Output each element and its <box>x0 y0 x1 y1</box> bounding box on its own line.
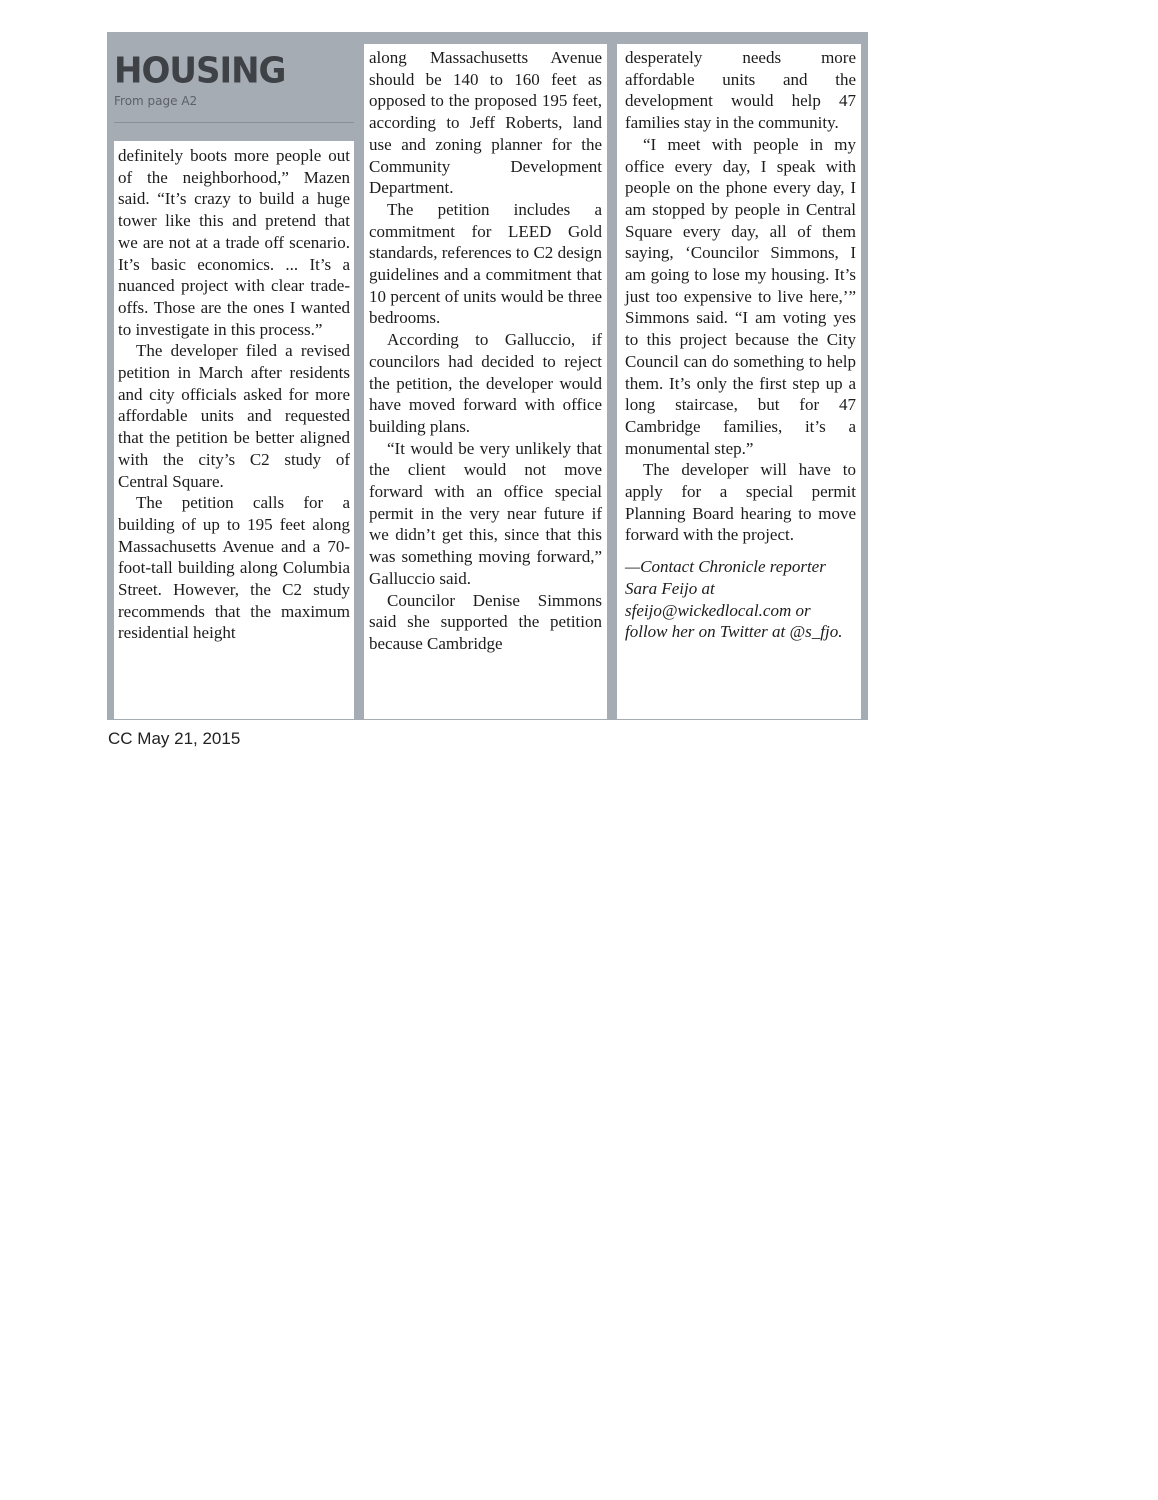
paragraph: along Massachusetts Avenue should be 140 to 160 feet as opposed to the proposed 195 feet, according to Jeff Roberts, land use and zoning planner for the Community Development Department. <box>369 48 602 198</box>
article-column-2 <box>364 44 607 719</box>
article-column-3 <box>617 44 861 719</box>
paragraph: The developer will have to apply for a special permit Planning Board hearing to move forward with the project. <box>625 460 856 545</box>
newspaper-clipping <box>107 32 868 720</box>
paragraph: Councilor Denise Simmons said she supported the petition because Cambridge <box>369 590 602 653</box>
jump-line: From page A2 <box>114 94 198 108</box>
clipping-caption: CC May 21, 2015 <box>108 729 241 748</box>
paragraph: The petition includes a commitment for LEED Gold standards, references to C2 design guidelines and a commitment that 10 percent of units would be three bedrooms. <box>369 199 602 328</box>
paragraph: According to Galluccio, if councilors had decided to reject the petition, the developer would have moved forward with office building plans. <box>369 330 602 436</box>
paragraph: The developer filed a revised petition in March after residents and city officials asked for more affordable units and requested that the petition be better aligned with the city’s C2 study of Central Square. <box>118 341 350 491</box>
kicker-rule <box>114 122 354 123</box>
paragraph: The petition calls for a building of up to 195 feet along Massachusetts Avenue and a 70-foot-tall building along Columbia Street. However, the C2 study recommends that the maximum residential height <box>118 493 350 643</box>
article-column-1 <box>114 141 354 719</box>
paragraph: definitely boots more people out of the neighborhood,” Mazen said. “It’s crazy to build a huge tower like this and pretend that we are not at a trade off scenario. It’s basic economics. ... It’s a nuanced project with clear trade-offs. Those are the ones I wanted to investigate in this process.” <box>118 146 350 339</box>
reporter-credit: —Contact Chronicle reporter Sara Feijo at sfeijo@wickedlocal.com or follow her on Twitter at @s_fjo. <box>625 557 843 642</box>
paragraph: desperately needs more affordable units and the development would help 47 families stay in the community. <box>625 48 856 133</box>
paragraph: “It would be very unlikely that the client would not move forward with an office special permit in the very near future if we didn’t get this, since that this was something moving forward,” Galluccio said. <box>369 438 602 588</box>
section-kicker: HOUSING <box>114 50 286 92</box>
paragraph: “I meet with people in my office every day, I speak with people on the phone every day, I am stopped by people in Central Square every day, all of them saying, ‘Councilor Simmons, I am going to lose my housing. It’s just too expensive to live here,’” Simmons said. “I am voting yes to this project because the City Council can do something to help them. It’s only the first step up a long staircase, but for 47 Cambridge families, it’s a monumental step.” <box>625 134 856 458</box>
